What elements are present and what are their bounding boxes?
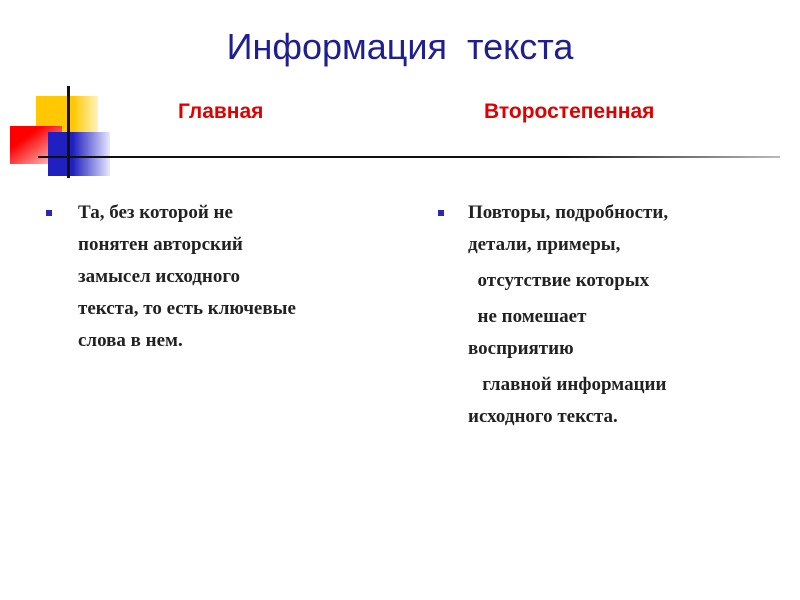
text-line: понятен авторский (78, 234, 243, 255)
heading-secondary: Второстепенная (484, 100, 655, 123)
text-line: восприятию (468, 338, 574, 359)
text-line: отсутствие которых (468, 270, 650, 291)
text-line: детали, примеры, (468, 234, 621, 255)
decor-blue-square (48, 132, 110, 176)
heading-main: Главная (178, 100, 264, 123)
text-line: Та, без которой не (78, 202, 233, 223)
text-line: слова в нем. (78, 330, 183, 351)
text-line: не помешает (468, 306, 587, 327)
decor-vertical-line (67, 86, 70, 178)
secondary-text (468, 197, 668, 433)
text-line: текста, то есть ключевые (78, 298, 296, 319)
main-text (78, 197, 296, 357)
text-line: замысел исходного (78, 266, 240, 287)
bullet-icon (46, 210, 52, 216)
divider-line (38, 156, 780, 158)
bullet-icon (438, 210, 444, 216)
text-line: исходного текста. (468, 406, 618, 427)
text-line: Повторы, подробности, (468, 202, 669, 223)
slide-title: Информация текста (226, 26, 574, 67)
text-line: главной информации (468, 374, 667, 395)
